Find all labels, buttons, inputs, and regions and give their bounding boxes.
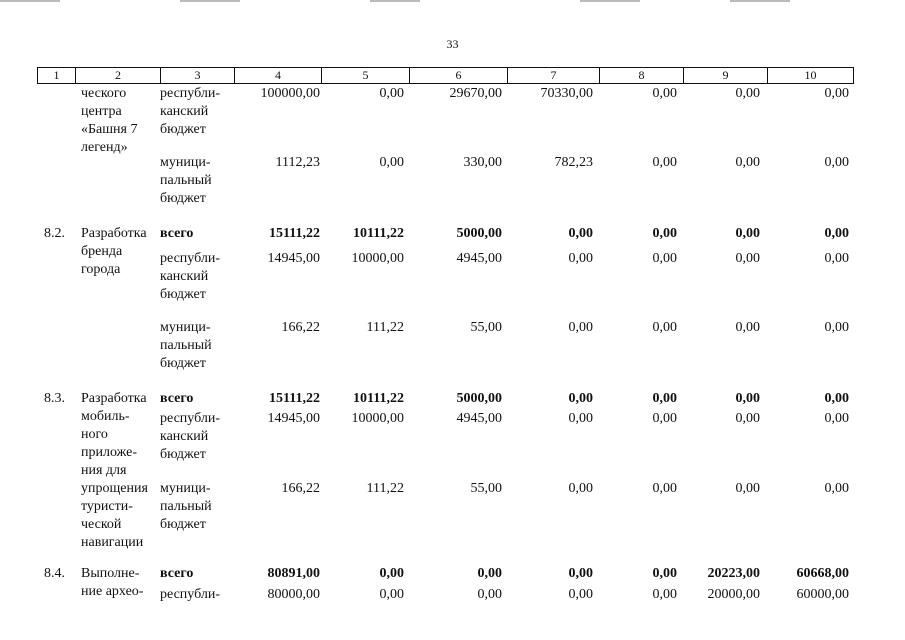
value-col5: 10000,00 [351, 411, 404, 426]
funding-source: республи- канский бюджет [160, 251, 220, 302]
value-col9: 0,00 [735, 86, 760, 101]
value-col9: 0,00 [735, 155, 760, 170]
funding-source: республи- канский бюджет [160, 411, 220, 462]
value-col5: 0,00 [379, 86, 404, 101]
value-col10: 0,00 [824, 320, 849, 335]
table-header [37, 67, 854, 84]
value-col4: 100000,00 [260, 86, 320, 101]
value-col7: 782,23 [554, 155, 593, 170]
header-cell: 1 [53, 68, 60, 82]
value-col7: 0,00 [568, 320, 593, 335]
value-col4: 166,22 [281, 481, 320, 496]
value-col7: 0,00 [568, 251, 593, 266]
value-col9: 20000,00 [707, 587, 760, 602]
funding-source: всего [160, 391, 194, 406]
value-col7: 0,00 [568, 411, 593, 426]
value-col6: 0,00 [477, 587, 502, 602]
header-cell: 6 [455, 68, 462, 82]
funding-source: республи- канский бюджет [160, 86, 220, 137]
value-col4: 166,22 [281, 320, 320, 335]
scan-edge [730, 0, 790, 2]
value-col8: 0,00 [652, 86, 677, 101]
value-col8: 0,00 [652, 566, 677, 581]
header-cell: 9 [722, 68, 729, 82]
value-col10: 0,00 [824, 155, 849, 170]
value-col9: 0,00 [735, 411, 760, 426]
funding-source: муници- пальный бюджет [160, 320, 212, 371]
value-col10: 0,00 [824, 251, 849, 266]
value-col5: 0,00 [379, 155, 404, 170]
value-col4: 15111,22 [269, 226, 320, 241]
value-col8: 0,00 [652, 587, 677, 602]
header-cell: 5 [362, 68, 369, 82]
value-col6: 4945,00 [456, 411, 502, 426]
header-cell: 2 [115, 68, 121, 82]
value-col8: 0,00 [652, 320, 677, 335]
value-col9: 0,00 [735, 320, 760, 335]
funding-source: всего [160, 226, 194, 241]
header-cell: 7 [550, 68, 557, 82]
value-col4: 80000,00 [267, 587, 320, 602]
value-col6: 5000,00 [456, 391, 502, 406]
value-col7: 0,00 [568, 391, 593, 406]
header-cell: 8 [638, 68, 645, 82]
value-col6: 4945,00 [456, 251, 502, 266]
value-col10: 0,00 [824, 226, 849, 241]
value-col10: 0,00 [824, 391, 849, 406]
value-col6: 55,00 [470, 481, 502, 496]
item-number: 8.4. [44, 566, 65, 581]
value-col5: 10111,22 [353, 391, 404, 406]
value-col7: 0,00 [568, 481, 593, 496]
value-col7: 70330,00 [540, 86, 593, 101]
item-number: 8.3. [44, 391, 65, 406]
value-col8: 0,00 [652, 411, 677, 426]
value-col7: 0,00 [568, 566, 593, 581]
value-col6: 55,00 [470, 320, 502, 335]
funding-source: всего [160, 566, 194, 581]
funding-source: муници- пальный бюджет [160, 481, 212, 532]
value-col4: 15111,22 [269, 391, 320, 406]
value-col10: 0,00 [824, 481, 849, 496]
value-col4: 14945,00 [267, 251, 320, 266]
measure-name: Разработка бренда города [81, 226, 147, 277]
value-col10: 60000,00 [796, 587, 849, 602]
value-col5: 111,22 [366, 481, 404, 496]
value-col10: 0,00 [824, 411, 849, 426]
value-col9: 0,00 [735, 391, 760, 406]
funding-source: муници- пальный бюджет [160, 155, 212, 206]
value-col4: 1112,23 [275, 155, 320, 170]
value-col9: 20223,00 [707, 566, 760, 581]
value-col6: 0,00 [477, 566, 502, 581]
value-col8: 0,00 [652, 155, 677, 170]
value-col5: 0,00 [379, 566, 404, 581]
value-col6: 29670,00 [449, 86, 502, 101]
value-col5: 10000,00 [351, 251, 404, 266]
header-cell: 10 [804, 68, 817, 82]
measure-name: Выполне- ние архео- [81, 566, 144, 599]
value-col6: 5000,00 [456, 226, 502, 241]
value-col7: 0,00 [568, 226, 593, 241]
funding-source: республи- [160, 587, 220, 602]
value-col8: 0,00 [652, 251, 677, 266]
value-col8: 0,00 [652, 226, 677, 241]
measure-name: Разработка мобиль- ного приложе- ния для упрощения туристи- ческой навигации [81, 391, 148, 550]
value-col8: 0,00 [652, 391, 677, 406]
scan-edge [580, 0, 640, 2]
page-number: 33 [446, 37, 459, 51]
value-col9: 0,00 [735, 226, 760, 241]
value-col5: 111,22 [366, 320, 404, 335]
value-col8: 0,00 [652, 481, 677, 496]
measure-name: ческого центра «Башня 7 легенд» [81, 86, 138, 155]
value-col7: 0,00 [568, 587, 593, 602]
value-col4: 14945,00 [267, 411, 320, 426]
header-cell: 3 [194, 68, 201, 82]
value-col6: 330,00 [463, 155, 502, 170]
value-col9: 0,00 [735, 251, 760, 266]
value-col5: 0,00 [379, 587, 404, 602]
scan-edge [0, 0, 60, 2]
item-number: 8.2. [44, 226, 65, 241]
scan-edge [180, 0, 240, 2]
value-col10: 0,00 [824, 86, 849, 101]
value-col9: 0,00 [735, 481, 760, 496]
scan-edge [370, 0, 420, 2]
header-cell: 4 [275, 68, 281, 82]
value-col4: 80891,00 [267, 566, 320, 581]
value-col5: 10111,22 [353, 226, 404, 241]
value-col10: 60668,00 [796, 566, 849, 581]
